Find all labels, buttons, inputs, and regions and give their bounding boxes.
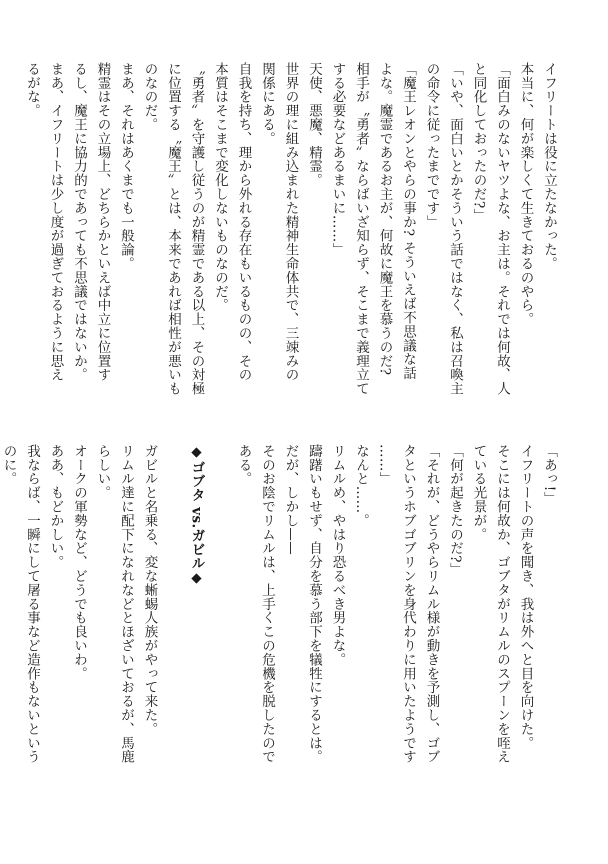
blank-line	[161, 444, 185, 814]
text-line: 我ならば、一瞬にして屠る事など造作もないという	[24, 444, 40, 764]
text-line: イフリートの声を聞き、我は外へと目を向けた。	[517, 444, 534, 750]
text-line: リムルめ、やはり恐るべき男よな。	[329, 444, 346, 667]
text-line: に位置する〝魔王〟とは、本来であれば相性が悪いも	[165, 62, 181, 396]
text-line: タというホブゴブリンを身代わりに用いたようです	[400, 444, 416, 764]
text-line: する必要などあるまいに……」	[329, 62, 346, 257]
text-line: るがな。	[24, 62, 40, 118]
text-line: 「それが、どうやらリムル様が動きを予測し、ゴブ	[423, 444, 440, 764]
text-line: なんと……。	[353, 444, 369, 528]
section-heading: ◆ゴブタ vs.ガビル◆	[188, 444, 205, 587]
text-line: だが、しかし——	[282, 444, 299, 556]
text-line: よな。魔霊であるお主が、何故に魔王を慕うのだ?	[376, 62, 393, 376]
text-line: 「面白みのないヤツよな、お主は。それでは何故、人	[494, 62, 510, 396]
text-line: まあ、それはあくまでも一般論。	[118, 62, 134, 271]
text-line: リムル達に配下になれなどとほざいておるが、馬鹿	[118, 444, 134, 764]
text-line: 「何が起きたのだ?」	[447, 444, 463, 577]
text-line: のなのだ。	[141, 62, 158, 132]
text-line: 「いや、面白いとかそういう話ではなく、私は召喚主	[447, 62, 463, 396]
text-line: そこには何故か、ゴブタがリムルのスプーンを咥え	[494, 444, 510, 764]
text-line: まあ、イフリートは少し度が過ぎておるように思え	[47, 62, 64, 382]
text-line: ている光景が。	[470, 444, 487, 542]
text-line: 本当に、何が楽しくて生きておるのやら。	[517, 62, 534, 327]
text-line: そのお陰でリムルは、上手くこの危機を脱したので	[259, 444, 275, 764]
text-line: オークの軍勢など、どうでも良いわ。	[71, 444, 87, 681]
lower-text-block	[0, 444, 560, 814]
text-line: 相手が〝勇者〟ならばいざ知らず、そこまで義理立て	[353, 62, 369, 396]
text-line: 関係にある。	[259, 62, 275, 146]
text-line: ある。	[235, 444, 252, 486]
text-line: 躊躇いもせず、自分を慕う部下を犠牲にするとは。	[306, 444, 322, 764]
text-line: の命令に従ったまでです」	[423, 62, 440, 229]
text-line: ……」	[376, 444, 393, 486]
text-line: ああ、もどかしい。	[47, 444, 64, 570]
text-line: 本質はそこまで変化しないものなのだ。	[212, 62, 228, 313]
text-line: ガビルと名乗る、変な蜥蜴人族がやって来た。	[141, 444, 158, 736]
upper-text-block	[20, 62, 561, 422]
text-line: るし、魔王に協力的であっても不思議ではないか。	[71, 62, 87, 382]
text-line: 精霊はその立場上、どちらかといえば中立に位置す	[94, 62, 111, 382]
text-line: 世界の理に組み込まれた精神生命体共で、三竦みの	[282, 62, 299, 382]
text-line: と同化しておったのだ?」	[470, 62, 487, 223]
text-line: 〝勇者〟を守護し従うのが精霊である以上、その対極	[188, 62, 205, 396]
text-line: 天使、悪魔、精霊。	[306, 62, 322, 188]
text-line: 「あっ!」	[541, 444, 557, 506]
text-line: 「魔王レオンとやらの事か? そういえば不思議な話	[400, 62, 416, 381]
text-line: 自我を持ち、理から外れる存在もいるものの、その	[235, 62, 252, 382]
text-line: らしい。	[94, 444, 111, 500]
text-line: のに。	[0, 444, 17, 486]
blank-line	[208, 444, 232, 814]
text-line: イフリートは役に立たなかった。	[541, 62, 557, 271]
